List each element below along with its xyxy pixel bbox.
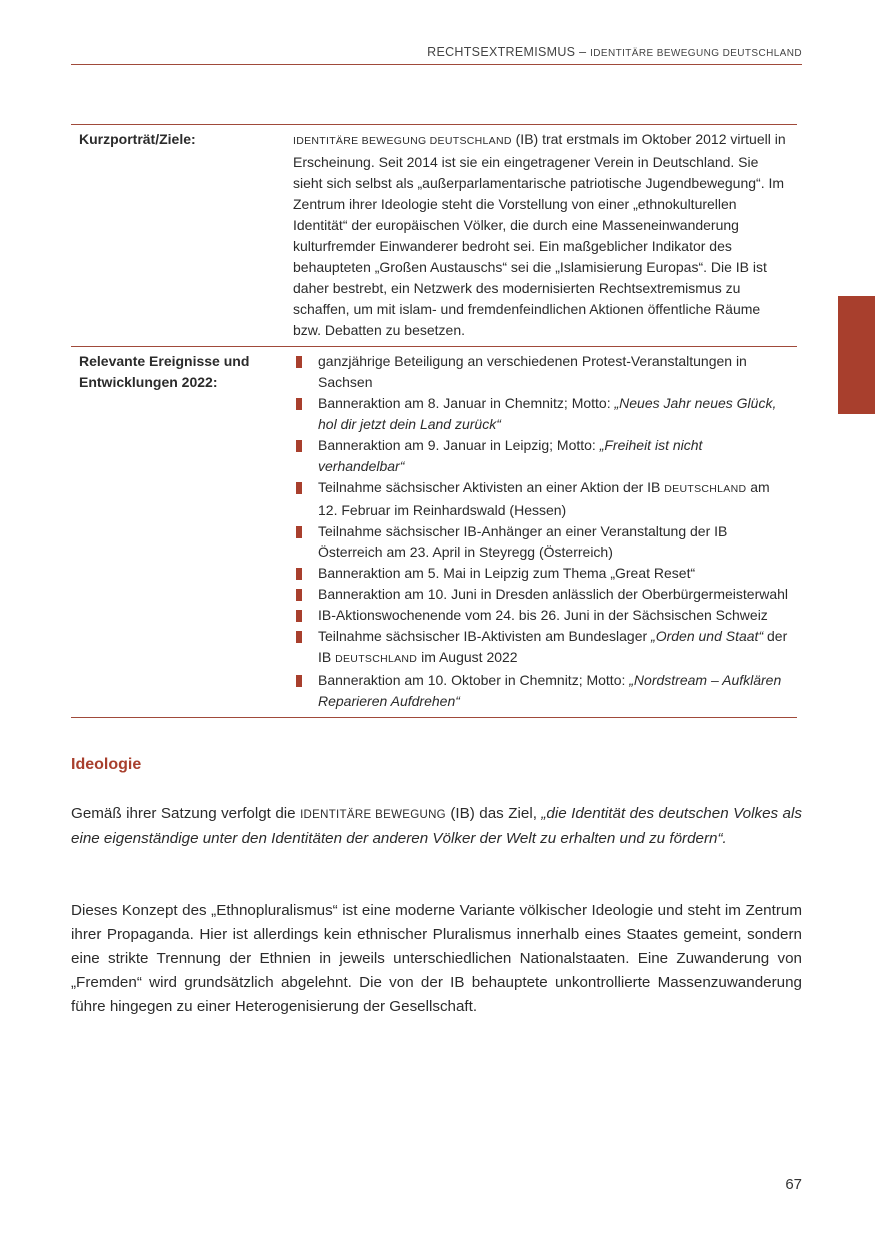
list-item: Teilnahme sächsischer IB-Aktivisten am Bundeslager „Orden und Staat“ der IB DEUTSCHLAND im August 2022: [293, 626, 789, 670]
header-rule: [71, 64, 802, 65]
header-separator: –: [579, 45, 587, 59]
list-item: Banneraktion am 5. Mai in Leipzig zum Thema „Great Reset“: [293, 563, 789, 584]
profile-label: Kurzporträt/Ziele:: [71, 125, 293, 347]
list-item: Teilnahme sächsischer IB-Anhänger an einer Veranstaltung der IB Österreich am 23. April in Steyregg (Österreich): [293, 521, 789, 563]
list-item: ganzjährige Beteiligung an verschiedenen Protest-Veranstaltungen in Sachsen: [293, 351, 789, 393]
list-item: Banneraktion am 10. Juni in Dresden anlässlich der Oberbürgermeisterwahl: [293, 584, 789, 605]
bullet-icon: [296, 610, 302, 622]
profile-table: [71, 124, 797, 718]
header-title: RECHTSEXTREMISMUS: [427, 45, 576, 59]
events-row: [71, 347, 797, 718]
ideology-paragraph-1: Gemäß ihrer Satzung verfolgt die IDENTITÄRE BEWEGUNG (IB) das Ziel, „die Identität des deutschen Volkes als eine eigenständige unter den Identitäten der anderen Völker der Welt zu erhalten und zu fördern“.: [71, 805, 802, 847]
header-subtitle: IDENTITÄRE BEWEGUNG DEUTSCHLAND: [590, 48, 802, 59]
bullet-icon: [296, 675, 302, 687]
profile-org-name: IDENTITÄRE BEWEGUNG DEUTSCHLAND: [293, 135, 512, 147]
events-label: Relevante Ereignisse und Entwicklungen 2022:: [71, 347, 293, 718]
bullet-icon: [296, 482, 302, 494]
ideology-paragraph-2: Dieses Konzept des „Ethnopluralismus“ ist eine moderne Variante völkischer Ideologie und steht im Zentrum ihrer Propaganda. Hier ist allerdings kein ethnischer Pluralismus innerhalb eines Staates gemeint, sondern eine strikte Trennung der Ethnien in jeweils unterschiedlichen Nationalstaaten. Eine Zuwanderung von „Fremden“ wird grundsätzlich abgelehnt. Die von der IB behauptete unkontrollierte Massenzuwanderung führe hingegen zu einer Heterogenisierung der Gesellschaft.: [71, 902, 802, 1015]
list-item: Banneraktion am 8. Januar in Chemnitz; Motto: „Neues Jahr neues Glück, hol dir jetzt dein Land zurück“: [293, 393, 789, 435]
events-list: [293, 351, 789, 712]
list-item: Teilnahme sächsischer Aktivisten an einer Aktion der IB DEUTSCHLAND am 12. Februar im Reinhardswald (Hessen): [293, 477, 789, 521]
motto: „Neues Jahr neues Glück, hol dir jetzt dein Land zurück“: [318, 395, 777, 432]
running-header: [71, 44, 802, 62]
bullet-icon: [296, 356, 302, 368]
events-content: [293, 347, 797, 718]
section-heading-ideologie: Ideologie: [71, 756, 142, 773]
motto: „Orden und Staat“: [651, 628, 764, 644]
profile-text: [293, 125, 797, 347]
bullet-icon: [296, 526, 302, 538]
bullet-icon: [296, 568, 302, 580]
motto: „Nordstream – Aufklären Reparieren Aufdrehen“: [318, 672, 782, 709]
list-item: Banneraktion am 10. Oktober in Chemnitz; Motto: „Nordstream – Aufklären Reparieren Aufdrehen“: [293, 670, 789, 712]
motto: „Freiheit ist nicht verhandelbar“: [318, 437, 703, 474]
satzung-quote: „die Identität des deutschen Volkes als eine eigenständige unter den Identitäten der anderen Völker der Welt zu erhalten und zu fördern“.: [71, 805, 802, 847]
bullet-icon: [296, 398, 302, 410]
page-number: 67: [785, 1176, 802, 1193]
chapter-side-tab: [838, 296, 875, 414]
list-item: IB-Aktionswochenende vom 24. bis 26. Juni in der Sächsischen Schweiz: [293, 605, 789, 626]
profile-body: (IB) trat erstmals im Oktober 2012 virtuell in Erscheinung. Seit 2014 ist sie ein eingetragener Verein in Deutschland. Sie sieht sich selbst als „außerparlamentarische patriotische Jugendbewegung“. Im Zentrum ihrer Ideologie steht die Vorstellung von einer „ethnokulturellen Identität“ der europäischen Völker, die durch eine Masseneinwanderung kulturfremder Einwanderer bedroht sei. Ein maßgeblicher Indikator des behaupteten „Großen Austauschs“ sei die „Islamisierung Europas“. Die IB ist daher bestrebt, ein Netzwerk des modernisierten Rechtsextremismus zu schaffen, um mit islam- und fremdenfeindlichen Aktionen öffentliche Räume bzw. Debatten zu besetzen.: [293, 131, 786, 338]
bullet-icon: [296, 589, 302, 601]
profile-row: [71, 125, 797, 347]
bullet-icon: [296, 631, 302, 643]
bullet-icon: [296, 440, 302, 452]
list-item: Banneraktion am 9. Januar in Leipzig; Motto: „Freiheit ist nicht verhandelbar“: [293, 435, 789, 477]
